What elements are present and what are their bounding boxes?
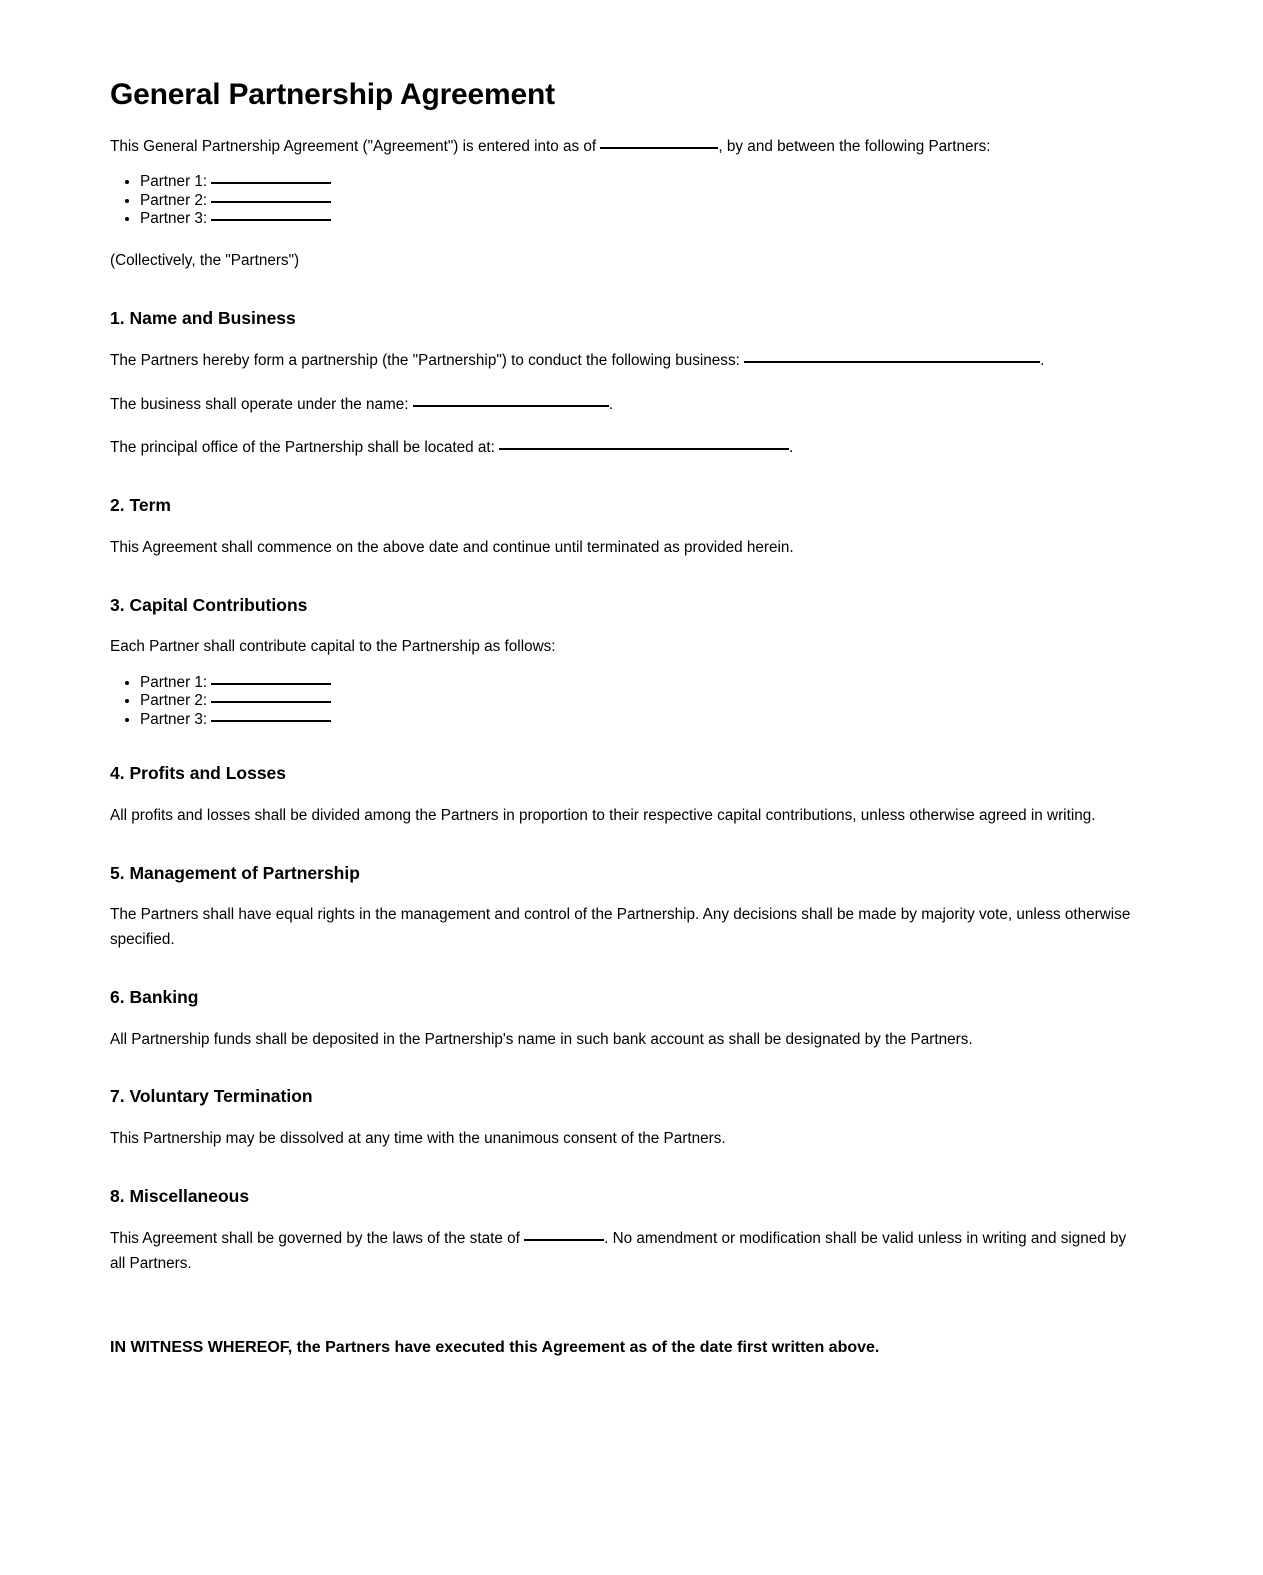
list-item <box>140 674 1143 692</box>
business-name-text-after-blank: . <box>608 395 613 413</box>
page-title: General Partnership Agreement <box>110 78 555 111</box>
section-heading-miscellaneous: 8. Miscellaneous <box>110 1186 250 1206</box>
section-heading-profits-and-losses: 4. Profits and Losses <box>110 763 287 784</box>
miscellaneous-paragraph <box>110 1227 1143 1277</box>
governing-state-blank[interactable] <box>524 1239 604 1241</box>
partner-1-label: Partner 1: <box>140 173 208 191</box>
document-body <box>110 78 1143 1360</box>
principal-office-paragraph <box>110 436 1143 461</box>
section-heading-banking: 6. Banking <box>110 986 199 1007</box>
business-name-blank[interactable] <box>413 405 609 407</box>
management-paragraph: The Partners shall have equal rights in the management and control of the Partnership. Any decisions shall be made by majority vote, unless otherwise specified. <box>110 906 1131 949</box>
section-heading-term: 2. Term <box>110 495 171 516</box>
business-conduct-text-after-blank: . <box>1040 351 1045 369</box>
section-heading-management-of-partnership: 5. Management of Partnership <box>110 862 360 883</box>
capital-partner-2-label: Partner 2: <box>140 692 208 710</box>
voluntary-termination-paragraph: This Partnership may be dissolved at any time with the unanimous consent of the Partners. <box>110 1130 726 1148</box>
list-item <box>140 692 1143 710</box>
principal-office-blank[interactable] <box>499 448 789 450</box>
principal-office-text-after-blank: . <box>789 439 794 457</box>
intro-text-before-blank: This General Partnership Agreement ("Agreement") is entered into as of <box>110 137 597 155</box>
partner-2-label: Partner 2: <box>140 191 208 209</box>
section-body-capital-contributions <box>110 635 1143 729</box>
partner-3-label: Partner 3: <box>140 209 208 227</box>
profits-and-losses-paragraph: All profits and losses shall be divided among the Partners in proportion to their respective capital contributions, unless otherwise agreed in writing. <box>110 806 1096 824</box>
capital-partner-1-label: Partner 1: <box>140 674 208 692</box>
principal-office-text-before-blank: The principal office of the Partnership shall be located at: <box>110 439 495 457</box>
term-paragraph: This Agreement shall commence on the above date and continue until terminated as provided herein. <box>110 538 794 556</box>
section-heading-capital-contributions: 3. Capital Contributions <box>110 594 308 615</box>
miscellaneous-text-before-blank: This Agreement shall be governed by the laws of the state of <box>110 1229 520 1247</box>
list-item <box>140 711 1143 729</box>
section-body-term <box>110 536 1143 561</box>
section-heading-voluntary-termination: 7. Voluntary Termination <box>110 1086 313 1107</box>
list-item <box>140 173 1143 191</box>
section-body-miscellaneous <box>110 1227 1143 1277</box>
partner-1-blank[interactable] <box>211 182 331 184</box>
capital-partner-3-label: Partner 3: <box>140 710 208 728</box>
list-item <box>140 210 1143 228</box>
closing-statement: IN WITNESS WHEREOF, the Partners have executed this Agreement as of the date first written above. <box>110 1339 880 1357</box>
intro-paragraph <box>110 135 1143 160</box>
list-item <box>140 192 1143 210</box>
capital-partner-2-blank[interactable] <box>211 701 331 703</box>
banking-paragraph: All Partnership funds shall be deposited in the Partnership's name in such bank account as shall be designated by the Partners. <box>110 1030 973 1048</box>
capital-partner-1-blank[interactable] <box>211 683 331 685</box>
section-body-profits-and-losses <box>110 804 1143 829</box>
partner-3-blank[interactable] <box>211 219 331 221</box>
section-body-management-of-partnership <box>110 903 1143 953</box>
capital-contribution-list <box>110 674 1143 729</box>
miscellaneous-text-after-blank: . No amendment or modification shall be valid unless in writing and signed by all Partners. <box>110 1229 1127 1272</box>
partner-2-blank[interactable] <box>211 201 331 203</box>
intro-text-after-blank: , by and between the following Partners: <box>718 137 991 155</box>
collective-note: (Collectively, the "Partners") <box>110 252 300 270</box>
section-body-voluntary-termination <box>110 1127 1143 1152</box>
date-blank[interactable] <box>600 147 718 149</box>
partner-list <box>110 173 1143 228</box>
section-heading-name-and-business: 1. Name and Business <box>110 308 296 329</box>
capital-partner-3-blank[interactable] <box>211 720 331 722</box>
capital-contributions-paragraph: Each Partner shall contribute capital to the Partnership as follows: <box>110 638 556 656</box>
business-conduct-paragraph <box>110 349 1143 374</box>
section-body-banking <box>110 1028 1143 1053</box>
business-conduct-text-before-blank: The Partners hereby form a partnership (the "Partnership") to conduct the following business: <box>110 351 740 369</box>
section-body-name-and-business <box>110 349 1143 461</box>
business-name-paragraph <box>110 393 1143 418</box>
business-name-text-before-blank: The business shall operate under the name: <box>110 395 409 413</box>
business-description-blank[interactable] <box>744 361 1040 363</box>
